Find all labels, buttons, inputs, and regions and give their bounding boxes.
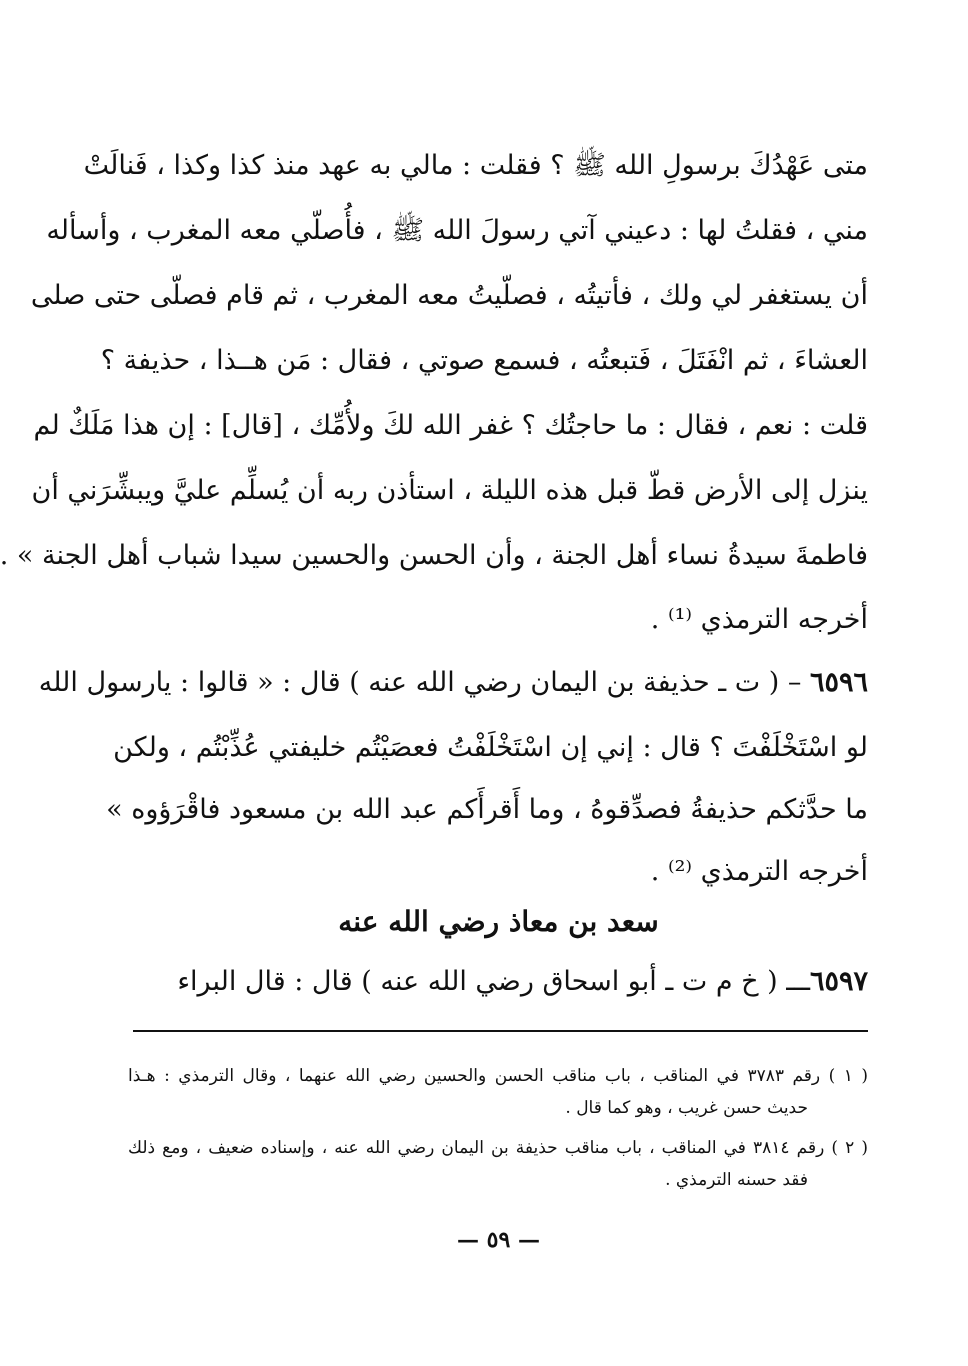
hadith-6597-text-1: ـــ ( خ م ت ـ أبو اسحاق رضي الله عنه ) قال : قال البراء	[177, 966, 810, 997]
hadith-6596-line-3: ما حدَّثكم حذيفةُ فصدِّقوهُ ، وما أَقرأَكم عبد الله بن مسعود فاقْرَؤوه »	[106, 794, 868, 825]
hadith-number-6596: ٦٥٩٦	[809, 667, 868, 698]
body-line-5: قلت : نعم ، فقال : ما حاجتُك ؟ غفر الله لكَ ولأُمِّك ، [قال] : إن هذا مَلَكٌ لم	[33, 410, 868, 441]
body-line-7: فاطمةَ سيدةُ نساء أهل الجنة ، وأن الحسن والحسين سيدا شباب أهل الجنة » .	[0, 540, 868, 571]
takhrij-line-1: أخرجه الترمذي ⁽¹⁾ .	[650, 604, 868, 635]
takhrij-line-2: أخرجه الترمذي ⁽²⁾ .	[650, 856, 868, 887]
hadith-6596-line-2: لو اسْتَخْلَفْتَ ؟ قال : إني إن اسْتَخْلَفْتُ فعصَيْتُم خليفتي عُذِّبْتُم ، ولكن	[113, 732, 868, 763]
body-line-6: ينزل إلى الأرض قطّ قبل هذه الليلة ، استأذن ربه أن يُسلِّم عليَّ ويبشِّرَني أن	[31, 475, 868, 506]
body-line-3: أن يستغفر لي ولك ، فأتيتُه ، فصلّيتُ معه المغرب ، ثم قام فصلّى حتى صلى	[30, 280, 868, 311]
footnote-1-line-1: ( ١ ) رقم ٣٧٨٣ في المناقب ، باب مناقب الحسن والحسين رضي الله عنهما ، وقال الترمذي : هـذا	[128, 1066, 868, 1086]
footnote-2-line-1: ( ٢ ) رقم ٣٨١٤ في المناقب ، باب مناقب حذيفة بن اليمان رضي الله عنه ، وإسناده ضعيف ، ومع ذلك	[128, 1138, 868, 1158]
hadith-6596-line-1	[38, 663, 868, 703]
body-line-1: متى عَهْدُكَ برسولِ الله ﷺ ؟ فقلت : مالي به عهد منذ كذا وكذا ، فَنالَتْ	[83, 150, 868, 181]
section-heading: سعد بن معاذ رضي الله عنه	[338, 905, 659, 938]
hadith-number-6597: ٦٥٩٧	[809, 966, 868, 997]
body-line-2: مني ، فقلتُ لها : دعيني آتي رسولَ الله ﷺ ، فأُصلّي معه المغرب ، وأسأله	[46, 215, 868, 246]
body-line-4: العشاءَ ، ثم انْفَتَلَ ، فَتبعتُه ، فسمع صوتي ، فقال : مَن هــذا ، حذيفة ؟	[100, 345, 868, 376]
hadith-6596-text-1: – ( ت ـ حذيفة بن اليمان رضي الله عنه ) قال : « قالوا : يارسول الله	[38, 667, 802, 698]
footnote-divider	[133, 1030, 868, 1032]
hadith-6597-line-1	[128, 962, 868, 1002]
page-number: — ٥٩ —	[457, 1227, 540, 1253]
footnote-1-line-2: حديث حسن غريب ، وهو كما قال .	[565, 1098, 808, 1118]
footnote-2-line-2: فقد حسنه الترمذي .	[665, 1170, 808, 1190]
